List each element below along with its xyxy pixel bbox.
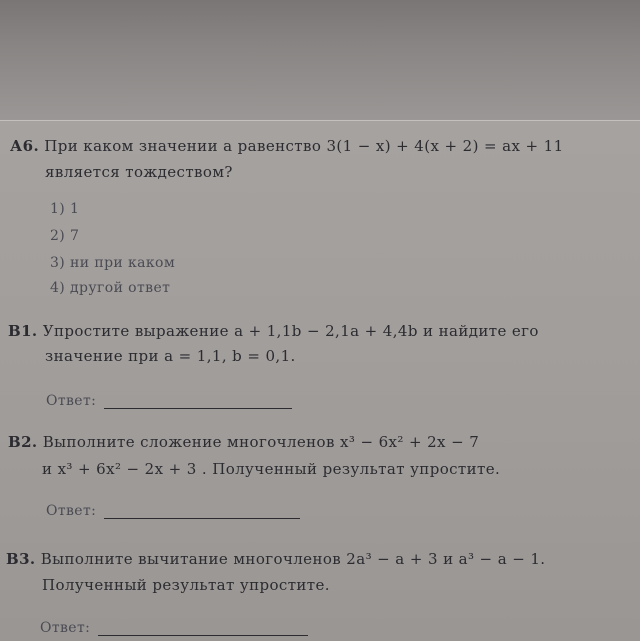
b1-answer-label: Ответ: bbox=[46, 393, 97, 409]
question-a6-line1 bbox=[10, 137, 564, 155]
b2-answer-field[interactable] bbox=[104, 504, 300, 519]
question-b1-text: Упростите выражение a + 1,1b − 2,1a + 4,4b и найдите его bbox=[42, 322, 539, 340]
question-b2-number: В2. bbox=[8, 433, 38, 451]
previous-page bbox=[0, 0, 640, 125]
b1-answer-field[interactable] bbox=[104, 394, 292, 409]
question-a6-line2: является тождеством? bbox=[45, 163, 233, 181]
b2-answer-row bbox=[46, 503, 300, 519]
question-b3-number: В3. bbox=[6, 550, 36, 568]
question-b2-text: Выполните сложение многочленов x³ − 6x² + 2x − 7 bbox=[42, 433, 480, 451]
question-b3-line2: Полученный результат упростите. bbox=[42, 576, 330, 594]
b3-answer-row bbox=[40, 620, 308, 636]
question-b2-line1 bbox=[8, 433, 479, 451]
question-b1-line2: значение при a = 1,1, b = 0,1. bbox=[45, 347, 296, 365]
question-a6-text: При каком значении a равенство 3(1 − x) + 4(x + 2) = ax + 11 bbox=[44, 137, 564, 155]
a6-option-4: 4) другой ответ bbox=[50, 280, 171, 296]
question-b1-line1 bbox=[8, 322, 539, 340]
b3-answer-field[interactable] bbox=[98, 621, 308, 636]
question-b3-text: Выполните вычитание многочленов 2a³ − a + 3 и a³ − a − 1. bbox=[40, 550, 546, 568]
a6-option-3: 3) ни при каком bbox=[50, 255, 176, 271]
question-b3-line1 bbox=[6, 550, 545, 568]
b2-answer-label: Ответ: bbox=[46, 503, 97, 519]
b1-answer-row bbox=[46, 393, 292, 409]
question-b2-line2: и x³ + 6x² − 2x + 3 . Полученный результат упростите. bbox=[42, 460, 501, 478]
b3-answer-label: Ответ: bbox=[40, 620, 91, 636]
a6-option-2: 2) 7 bbox=[50, 228, 80, 244]
question-a6-number: А6. bbox=[10, 137, 40, 155]
a6-option-1: 1) 1 bbox=[50, 201, 80, 217]
question-b1-number: В1. bbox=[8, 322, 38, 340]
